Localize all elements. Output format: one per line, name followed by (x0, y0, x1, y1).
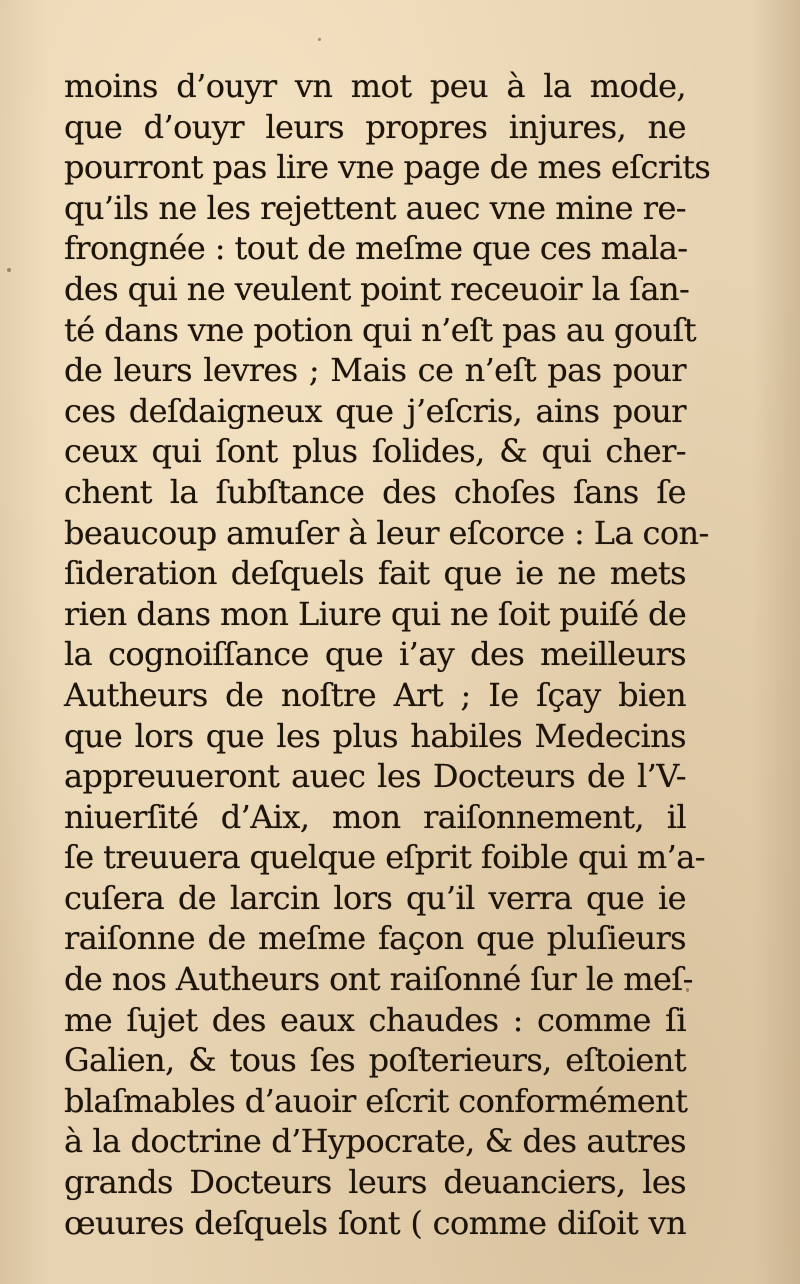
text-line: té dans vne potion qui n’eſt pas au gouſt (64, 310, 696, 349)
text-line: chent la ſubſtance des choſes ſans ſe (64, 472, 686, 511)
text-line: raiſonne de meſme façon que pluſieurs (64, 919, 686, 958)
text-line: cuſera de larcin lors qu’il verra que ie (64, 878, 686, 917)
text-line: moins d’ouyr vn mot peu à la mode, (64, 67, 686, 105)
text-line: me ſujet des eaux chaudes : comme ſi (64, 1000, 686, 1039)
text-line: grands Docteurs leurs deuanciers, les (64, 1163, 686, 1202)
text-line: ſe treuuera quelque eſprit foible qui m’a- (64, 838, 705, 877)
text-line: à la doctrine d’Hypocrate, & des autres (64, 1122, 686, 1161)
text-line: que lors que les plus habiles Medecins (64, 716, 686, 755)
text-line: de nos Autheurs ont raiſonné ſur le meſ- (64, 960, 693, 999)
text-line: de leurs levres ; Mais ce n’eſt pas pour (64, 351, 686, 390)
text-line: pourront pas lire vne page de mes eſcrits (64, 148, 711, 187)
text-line: frongnée : tout de meſme que ces mala- (64, 229, 688, 268)
text-line: ceux qui ſont plus ſolides, & qui cher- (64, 432, 686, 471)
page-text (64, 66, 711, 1243)
text-line: que d’ouyr leurs propres injures, ne (64, 107, 686, 146)
text-line: niuerſité d’Aix, mon raiſonnement, il (64, 797, 686, 836)
text-line: la cognoiſſance que i’ay des meilleurs (64, 635, 686, 674)
text-line: rien dans mon Liure qui ne ſoit puiſé de (64, 594, 687, 633)
ink-speck (7, 268, 11, 272)
text-line: blaſmables d’auoir eſcrit conformément (64, 1081, 688, 1120)
text-line: qu’ils ne les rejettent auec vne mine re- (64, 188, 686, 227)
text-line: ces deſdaigneux que j’eſcris, ains pour (64, 391, 686, 430)
ink-speck (318, 38, 321, 41)
text-line: appreuueront auec les Docteurs de l’V- (64, 757, 686, 796)
text-line: Autheurs de noſtre Art ; Ie ſçay bien (64, 675, 686, 714)
text-line: beaucoup amuſer à leur eſcorce : La con- (64, 513, 709, 552)
text-line: œuures deſquels ſont ( comme diſoit vn (64, 1203, 686, 1242)
text-line: Galien, & tous ſes poſterieurs, eſtoient (64, 1041, 686, 1080)
text-line: ſideration deſquels fait que ie ne mets (64, 554, 686, 593)
text-line: des qui ne veulent point receuoir la ſan- (64, 269, 690, 308)
